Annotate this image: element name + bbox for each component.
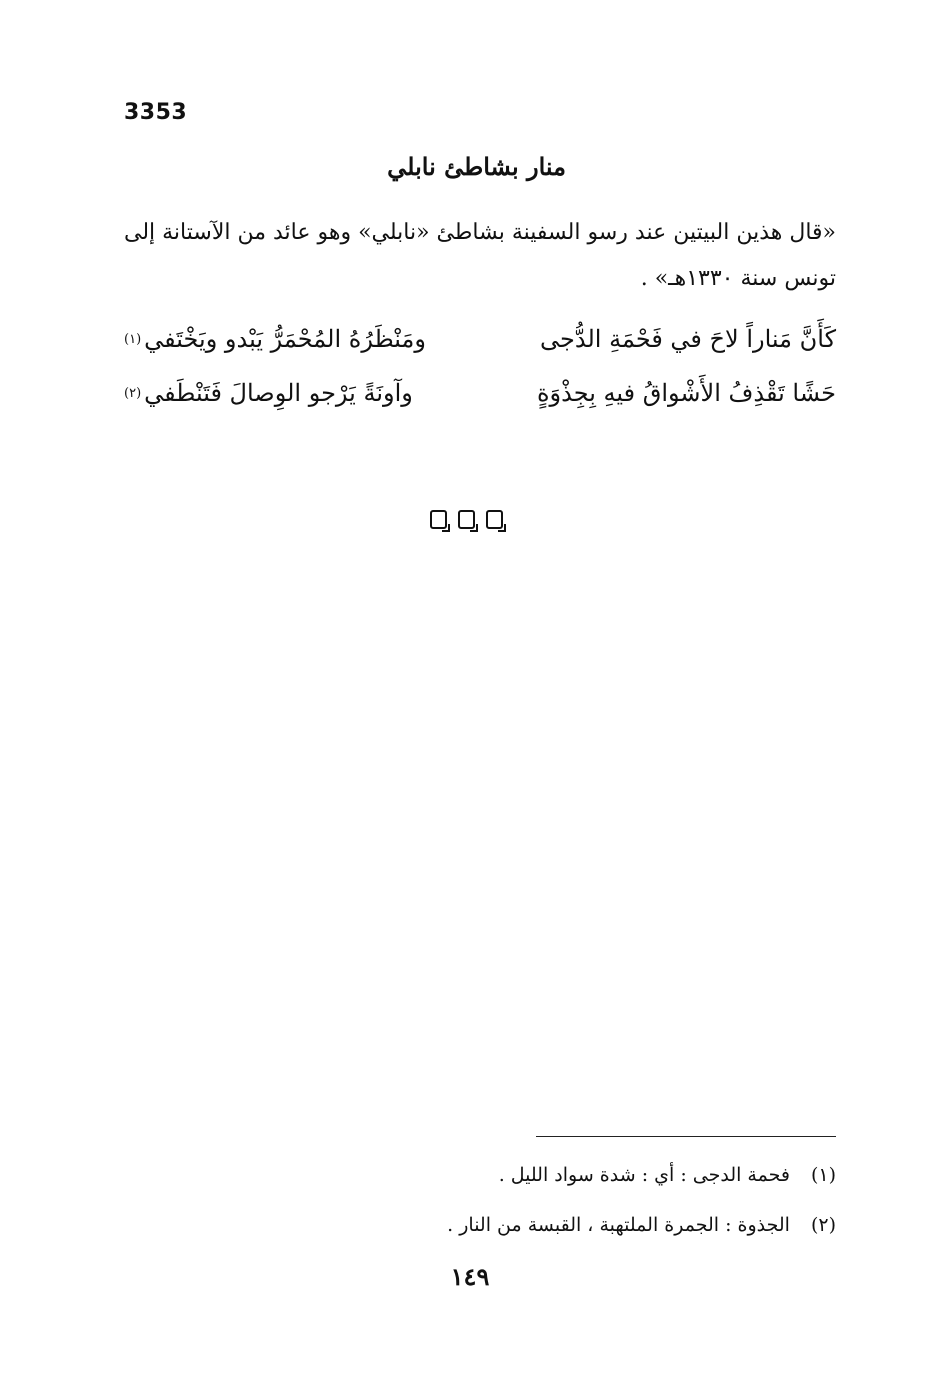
verse-2-first-hemistich: حَشًا تَقْذِفُ الأَشْواقُ فيهِ بِجِذْوَةٍ [536,379,836,407]
poem-title: منار بشاطئ نابلي [387,152,566,181]
verse-2 [124,366,836,420]
footnote-mark-2: (٢) [124,385,142,401]
verse-1-second-hemistich-group [124,325,426,353]
footnote-1 [124,1150,836,1200]
footnote-text: الجذوة : الجمرة الملتهبة ، القبسة من النار . [447,1214,790,1236]
footnote-divider [536,1136,836,1137]
footnotes [124,1150,836,1250]
verse-1 [124,312,836,366]
page-number: ١٤٩ [450,1262,490,1291]
square-icon [430,510,447,529]
section-ornament [430,510,503,529]
poem-verses [124,312,836,420]
verse-2-second-hemistich: وآونَةً يَرْجو الوِصالَ فَتَنْطَفي [144,379,413,407]
footnote-text: فحمة الدجى : أي : شدة سواد الليل . [498,1164,790,1186]
verse-1-second-hemistich: ومَنْظَرُهُ المُحْمَرُّ يَبْدو ويَخْتَفي [144,325,426,353]
square-icon [486,510,503,529]
footnote-number: (٢) [810,1214,836,1236]
footnote-number: (١) [810,1164,836,1186]
verse-1-first-hemistich: كَأَنَّ مَناراً لاحَ في فَحْمَةِ الدُّجى [540,325,836,353]
footnote-mark-1: (١) [124,331,142,347]
footnote-2 [124,1200,836,1250]
square-icon [458,510,475,529]
verse-2-second-hemistich-group [124,379,413,407]
page-id: 3353 [124,100,188,125]
intro-paragraph: «قال هذين البيتين عند رسو السفينة بشاطئ «نابلي» وهو عائد من الآستانة إلى تونس سنة ١٣٣٠هـ» . [123,220,836,291]
